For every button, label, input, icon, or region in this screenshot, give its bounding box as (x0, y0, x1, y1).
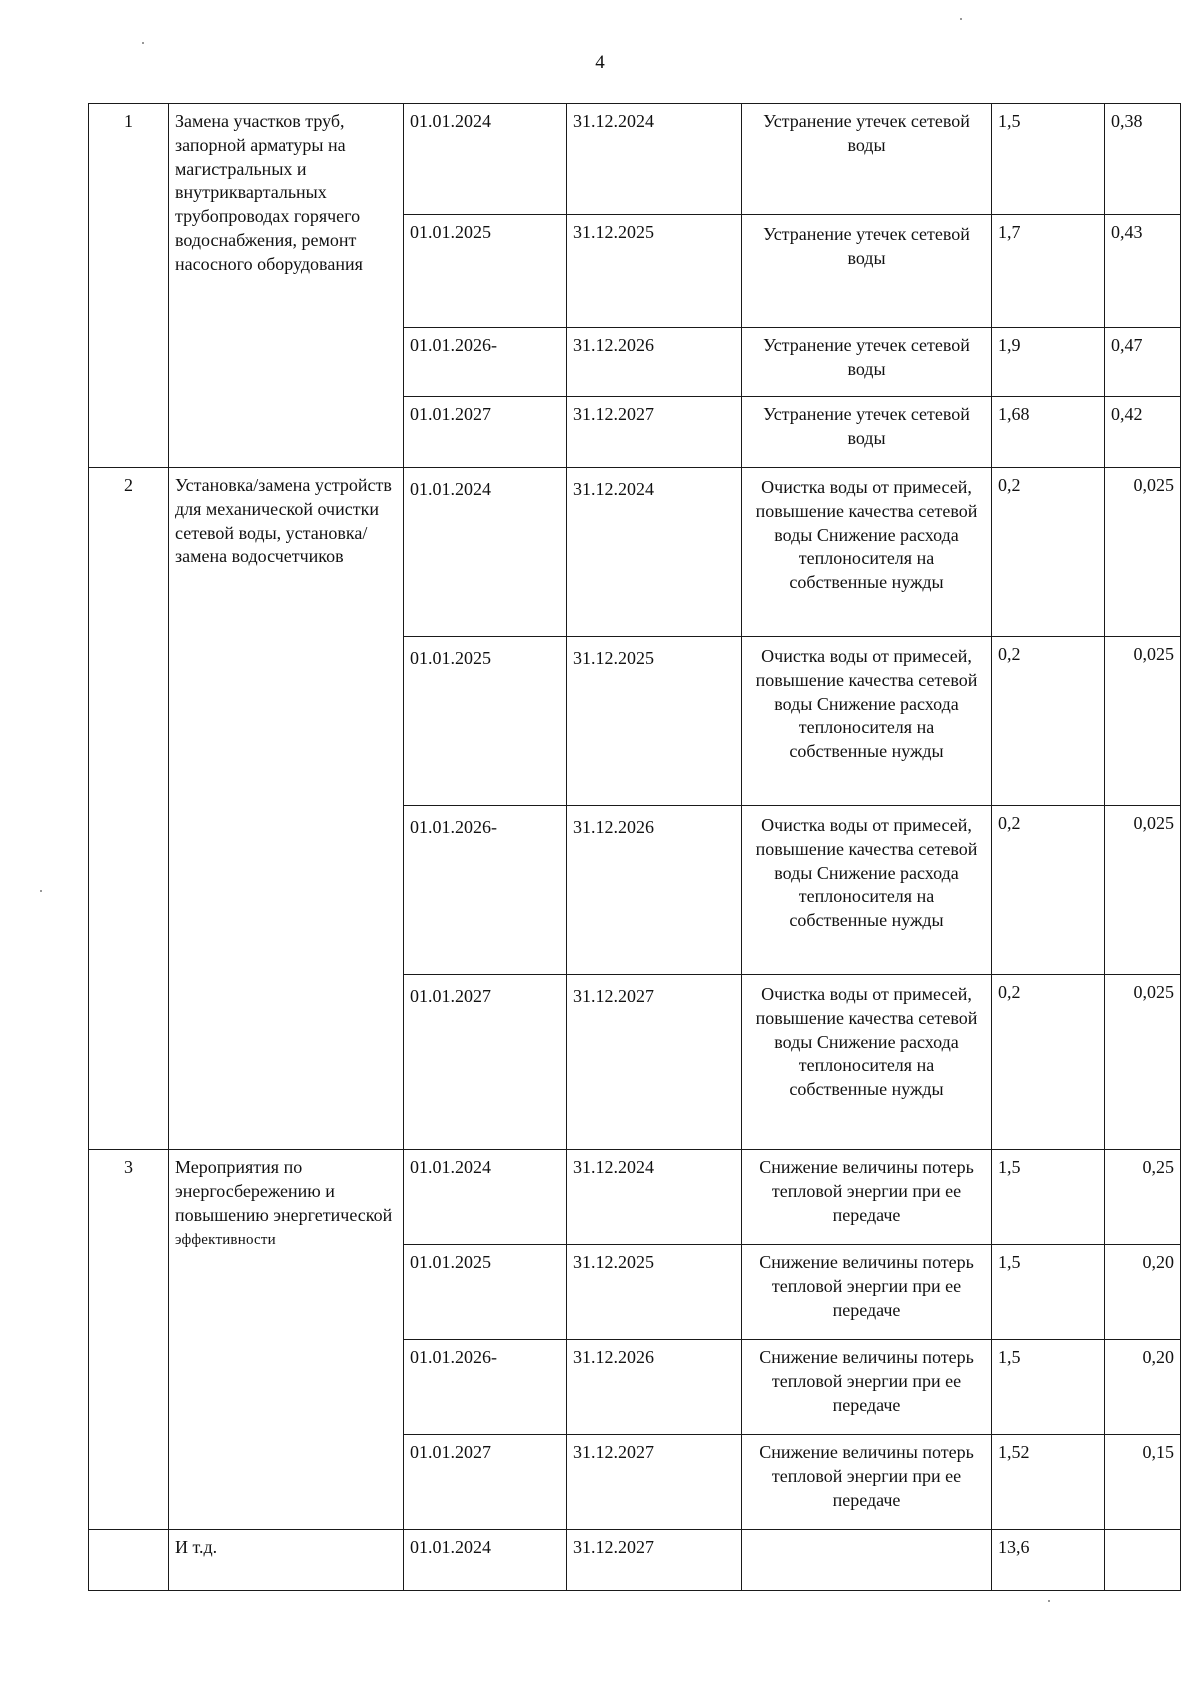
end-date: 31.12.2026 (567, 328, 742, 397)
end-date: 31.12.2025 (567, 215, 742, 328)
row-number: 3 (89, 1150, 169, 1530)
row-number: 1 (89, 104, 169, 468)
measure-name (169, 1150, 404, 1530)
value-1: 1,5 (992, 1340, 1105, 1435)
measures-table (88, 103, 1181, 1591)
value-2: 0,47 (1105, 328, 1181, 397)
measure-name: Установка/замена устройств для механической очистки сетевой воды, установка/замена водосчетчиков (169, 468, 404, 1150)
value-1: 1,7 (992, 215, 1105, 328)
value-1: 0,2 (992, 975, 1105, 1150)
measure-name: Замена участков труб, запорной арматуры на магистральных и внутриквартальных трубопроводах горячего водоснабжения, ремонт насосного оборудования (169, 104, 404, 468)
end-date: 31.12.2027 (567, 397, 742, 468)
scan-speck (40, 890, 42, 892)
end-date: 31.12.2026 (567, 1340, 742, 1435)
start-date: 01.01.2025 (404, 637, 567, 806)
end-date: 31.12.2024 (567, 1150, 742, 1245)
value-2: 0,20 (1105, 1245, 1181, 1340)
start-date: 01.01.2026- (404, 328, 567, 397)
value-2: 0,25 (1105, 1150, 1181, 1245)
value-2: 0,15 (1105, 1435, 1181, 1530)
value-1: 0,2 (992, 637, 1105, 806)
effect-description: Устранение утечек сетевой воды (742, 397, 992, 468)
start-date: 01.01.2027 (404, 397, 567, 468)
total-value-1: 13,6 (992, 1530, 1105, 1591)
value-1: 1,52 (992, 1435, 1105, 1530)
start-date: 01.01.2026- (404, 1340, 567, 1435)
effect-description: Снижение величины потерь тепловой энергии при ее передаче (742, 1245, 992, 1340)
measure-name-text: Мероприятия по энергосбережению и повышению энергетической (175, 1157, 393, 1225)
value-1: 1,68 (992, 397, 1105, 468)
total-row (89, 1530, 1181, 1591)
effect-description (742, 1530, 992, 1591)
end-date: 31.12.2024 (567, 468, 742, 637)
end-date: 31.12.2025 (567, 637, 742, 806)
row-number (89, 1530, 169, 1591)
end-date: 31.12.2027 (567, 1435, 742, 1530)
value-1: 1,5 (992, 104, 1105, 215)
start-date: 01.01.2024 (404, 1150, 567, 1245)
total-value-2 (1105, 1530, 1181, 1591)
scan-speck (142, 42, 144, 44)
table-row (89, 104, 1181, 215)
start-date: 01.01.2024 (404, 104, 567, 215)
start-date: 01.01.2025 (404, 215, 567, 328)
effect-description: Очистка воды от примесей, повышение качества сетевой воды Снижение расхода теплоносителя на собственные нужды (742, 806, 992, 975)
value-2: 0,42 (1105, 397, 1181, 468)
effect-description: Устранение утечек сетевой воды (742, 104, 992, 215)
value-1: 0,2 (992, 468, 1105, 637)
effect-description: Снижение величины потерь тепловой энергии при ее передаче (742, 1435, 992, 1530)
end-date: 31.12.2027 (567, 975, 742, 1150)
start-date: 01.01.2025 (404, 1245, 567, 1340)
table-row (89, 1150, 1181, 1245)
start-date: 01.01.2024 (404, 468, 567, 637)
end-date: 31.12.2024 (567, 104, 742, 215)
measure-name-cut: эффективности (175, 1232, 276, 1249)
value-2: 0,025 (1105, 468, 1181, 637)
value-1: 0,2 (992, 806, 1105, 975)
value-1: 1,5 (992, 1150, 1105, 1245)
row-number: 2 (89, 468, 169, 1150)
value-2: 0,38 (1105, 104, 1181, 215)
value-2: 0,025 (1105, 975, 1181, 1150)
end-date: 31.12.2027 (567, 1530, 742, 1591)
value-2: 0,025 (1105, 637, 1181, 806)
page-number: 4 (595, 52, 605, 73)
start-date: 01.01.2027 (404, 1435, 567, 1530)
value-2: 0,025 (1105, 806, 1181, 975)
start-date: 01.01.2026- (404, 806, 567, 975)
effect-description: Устранение утечек сетевой воды (742, 328, 992, 397)
start-date: 01.01.2027 (404, 975, 567, 1150)
table-row (89, 468, 1181, 637)
end-date: 31.12.2025 (567, 1245, 742, 1340)
end-date: 31.12.2026 (567, 806, 742, 975)
value-2: 0,20 (1105, 1340, 1181, 1435)
start-date: 01.01.2024 (404, 1530, 567, 1591)
effect-description: Очистка воды от примесей, повышение качества сетевой воды Снижение расхода теплоносителя на собственные нужды (742, 637, 992, 806)
value-1: 1,9 (992, 328, 1105, 397)
effect-description: Снижение величины потерь тепловой энергии при ее передаче (742, 1340, 992, 1435)
effect-description: Очистка воды от примесей, повышение качества сетевой воды Снижение расхода теплоносителя на собственные нужды (742, 468, 992, 637)
effect-description: Очистка воды от примесей, повышение качества сетевой воды Снижение расхода теплоносителя на собственные нужды (742, 975, 992, 1150)
value-1: 1,5 (992, 1245, 1105, 1340)
effect-description: Снижение величины потерь тепловой энергии при ее передаче (742, 1150, 992, 1245)
scan-speck (960, 18, 962, 20)
measure-name: И т.д. (169, 1530, 404, 1591)
scan-speck (1048, 1600, 1050, 1602)
effect-description: Устранение утечек сетевой воды (742, 215, 992, 328)
value-2: 0,43 (1105, 215, 1181, 328)
